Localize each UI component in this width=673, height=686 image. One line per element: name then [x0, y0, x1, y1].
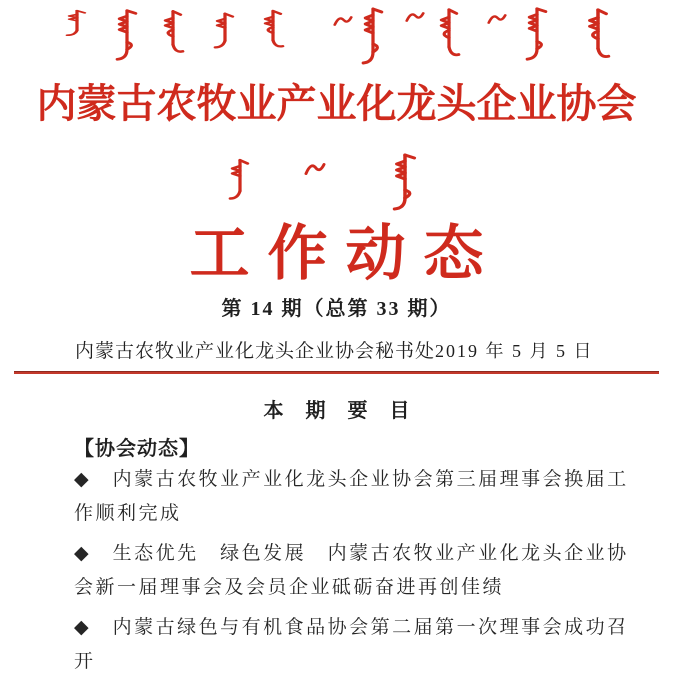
category-header: 【协会动态】	[74, 438, 200, 460]
toc-item	[74, 537, 629, 605]
toc-item-line: ◆ 生态优先 绿色发展 内蒙古农牧业产业化龙头企业协	[74, 543, 629, 564]
mongolian-script-subtitle-row	[215, 150, 445, 212]
toc-item-line: 会新一届理事会及会员企业砥砺奋进再创佳绩	[74, 577, 505, 598]
toc-item	[74, 611, 629, 679]
toc-item-line: ◆ 内蒙古绿色与有机食品协会第二届第一次理事会成功召	[74, 617, 629, 638]
issue-date: 2019 年 5 月 5 日	[435, 341, 594, 361]
toc-item-line: ◆ 内蒙古农牧业产业化龙头企业协会第三届理事会换届工	[74, 469, 629, 490]
bulletin-title: 工作动态	[189, 221, 502, 287]
mongolian-script-top-row	[50, 4, 635, 68]
header-divider-rule	[14, 371, 659, 374]
publisher-row	[75, 336, 593, 363]
toc-list	[74, 463, 629, 685]
publisher-name: 内蒙古农牧业产业化龙头企业协会秘书处	[75, 341, 436, 362]
toc-item-line: 开	[74, 651, 96, 672]
toc-item	[74, 463, 629, 531]
issue-number-line: 第 14 期（总第 33 期）	[221, 298, 452, 320]
toc-title: 本期要目	[263, 400, 432, 422]
toc-item-line: 作顺利完成	[74, 503, 182, 524]
organization-title: 内蒙古农牧业产业化龙头企业协会	[36, 81, 637, 126]
